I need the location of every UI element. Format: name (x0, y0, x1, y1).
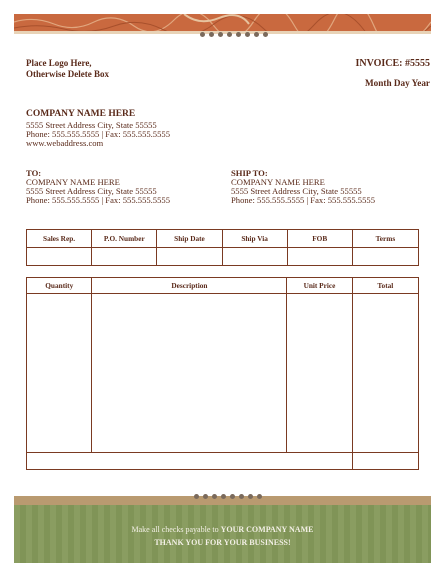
header-total: Total (352, 278, 418, 294)
header-fob: FOB (287, 230, 352, 248)
cell-sales-rep[interactable] (27, 248, 92, 266)
banner-dots (200, 32, 268, 37)
invoice-date: Month Day Year (365, 78, 430, 88)
header-terms: Terms (352, 230, 418, 248)
cell-total-label (27, 453, 353, 470)
checks-payable-line (14, 525, 431, 534)
checks-payable-prefix: Make all checks payable to (131, 525, 219, 534)
line-items-table (26, 277, 419, 470)
cell-po-number[interactable] (92, 248, 157, 266)
cell-grand-total[interactable] (352, 453, 418, 470)
checks-payable-company: YOUR COMPANY NAME (220, 525, 314, 534)
ship-to-phone: Phone: 555.555.5555 | Fax: 555.555.5555 (231, 195, 375, 205)
cell-terms[interactable] (352, 248, 418, 266)
footer-green-area (14, 505, 431, 563)
header-unit-price: Unit Price (287, 278, 352, 294)
order-info-header-row (27, 230, 419, 248)
cell-ship-date[interactable] (157, 248, 222, 266)
to-label: TO: (26, 168, 42, 178)
company-phone: Phone: 555.555.5555 | Fax: 555.555.5555 (26, 129, 170, 139)
line-items-header-row (27, 278, 419, 294)
company-name: COMPANY NAME HERE (26, 109, 136, 119)
line-items-body-row (27, 294, 419, 453)
to-phone: Phone: 555.555.5555 | Fax: 555.555.5555 (26, 195, 170, 205)
header-sales-rep: Sales Rep. (27, 230, 92, 248)
cell-total[interactable] (352, 294, 418, 453)
thank-you-text: THANK YOU FOR YOUR BUSINESS! (154, 538, 291, 547)
ship-to-label: SHIP TO: (231, 168, 268, 178)
company-web: www.webaddress.com (26, 138, 104, 148)
header-quantity: Quantity (27, 278, 92, 294)
header-description: Description (92, 278, 287, 294)
cell-ship-via[interactable] (222, 248, 287, 266)
header-po-number: P.O. Number (92, 230, 157, 248)
invoice-number: INVOICE: #5555 (355, 58, 430, 69)
logo-line-2: Otherwise Delete Box (26, 69, 109, 79)
cell-unit-price[interactable] (287, 294, 352, 453)
logo-placeholder (26, 58, 109, 80)
order-info-row (27, 248, 419, 266)
header-ship-via: Ship Via (222, 230, 287, 248)
cell-description[interactable] (92, 294, 287, 453)
line-items-total-row (27, 453, 419, 470)
to-company-name: COMPANY NAME HERE (26, 177, 120, 187)
ship-to-company-name: COMPANY NAME HERE (231, 177, 325, 187)
order-info-table (26, 229, 419, 266)
cell-fob[interactable] (287, 248, 352, 266)
footer-banner (14, 496, 431, 563)
to-address: 5555 Street Address City, State 55555 (26, 186, 157, 196)
footer-dots (194, 494, 262, 499)
ship-to-address: 5555 Street Address City, State 55555 (231, 186, 362, 196)
company-address: 5555 Street Address City, State 55555 (26, 120, 157, 130)
header-ship-date: Ship Date (157, 230, 222, 248)
logo-line-1: Place Logo Here, (26, 58, 92, 68)
header-banner (14, 14, 431, 34)
cell-quantity[interactable] (27, 294, 92, 453)
